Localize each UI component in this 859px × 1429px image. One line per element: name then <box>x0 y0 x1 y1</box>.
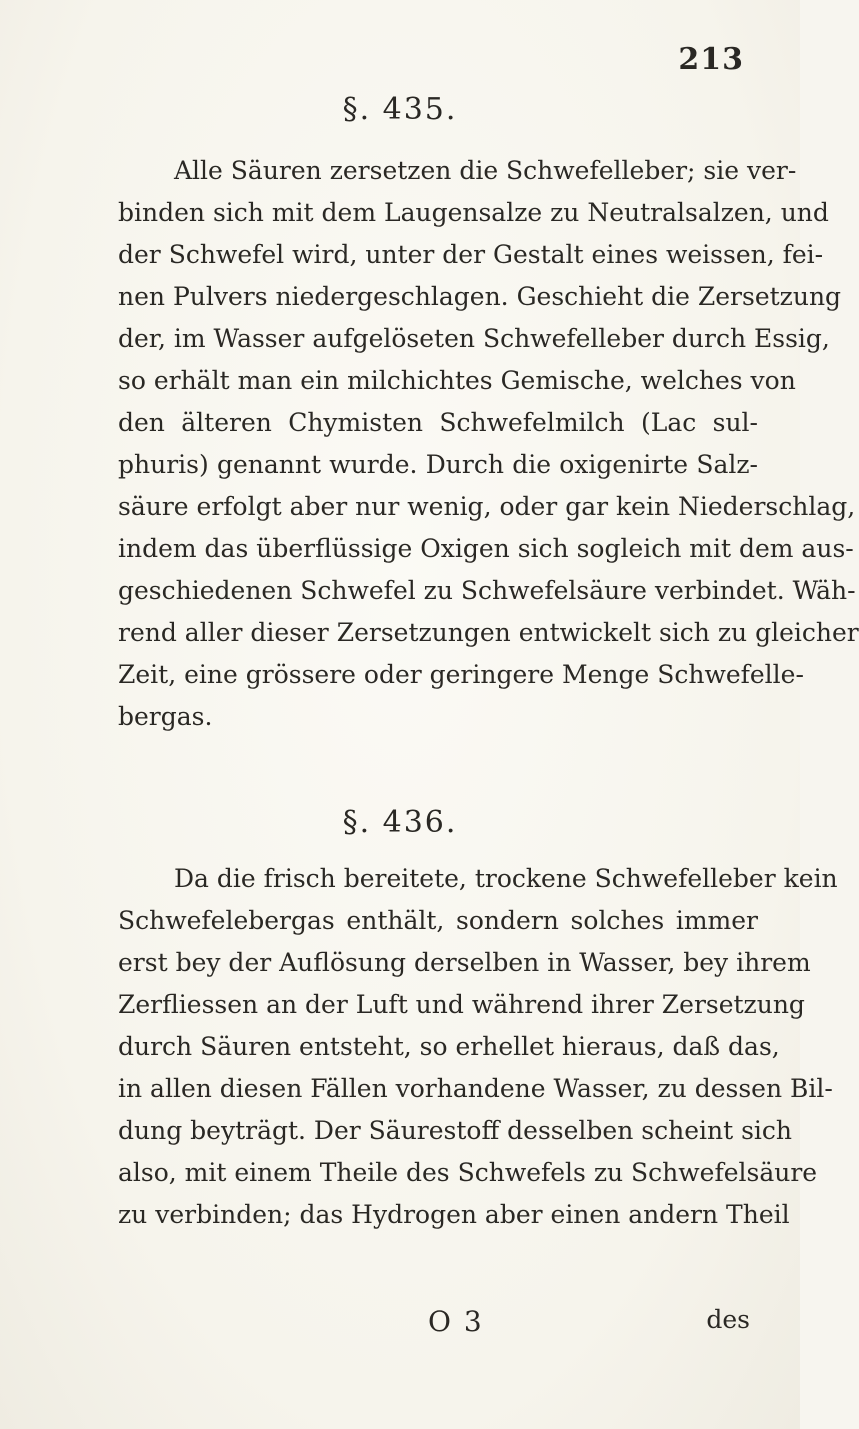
page-number: 213 <box>678 42 744 77</box>
text-line: säure erfolgt aber nur wenig, oder gar kein Niederschlag, <box>118 492 856 521</box>
section-heading: §. 436. <box>342 805 458 840</box>
section-heading: §. 435. <box>342 92 458 127</box>
text-line: durch Säuren entsteht, so erhellet hieraus, daß das, <box>118 1032 780 1061</box>
paragraph <box>118 150 859 738</box>
text-line: bergas. <box>118 702 213 731</box>
text-line: der Schwefel wird, unter der Gestalt eines weissen, fei- <box>118 240 824 269</box>
page-footer <box>0 1305 800 1349</box>
text-line: Zeit, eine grössere oder geringere Menge Schwefelle- <box>118 660 804 689</box>
catchword: des <box>706 1305 750 1334</box>
text-line: Da die frisch bereitete, trockene Schwefelleber kein <box>174 864 838 893</box>
text-line: Alle Säuren zersetzen die Schwefelleber; sie ver- <box>174 156 797 185</box>
text-line: binden sich mit dem Laugensalze zu Neutralsalzen, und <box>118 198 829 227</box>
text-line: also, mit einem Theile des Schwefels zu Schwefelsäure <box>118 1158 818 1187</box>
text-line: geschiedenen Schwefel zu Schwefelsäure verbindet. Wäh- <box>118 576 856 605</box>
paragraph <box>118 858 838 1236</box>
text-line: Zerfliessen an der Luft und während ihrer Zersetzung <box>118 990 805 1019</box>
text-line: erst bey der Auflösung derselben in Wasser, bey ihrem <box>118 948 811 977</box>
text-line: rend aller dieser Zersetzungen entwickelt sich zu gleicher <box>118 618 859 647</box>
text-line: phuris) genannt wurde. Durch die oxigenirte Salz- <box>118 450 758 479</box>
text-line: zu verbinden; das Hydrogen aber einen andern Theil <box>118 1200 790 1229</box>
text-line: der, im Wasser aufgelöseten Schwefelleber durch Essig, <box>118 324 830 353</box>
text-line: so erhält man ein milchichtes Gemische, welches von <box>118 366 796 395</box>
text-line: indem das überflüssige Oxigen sich sogleich mit dem aus- <box>118 534 854 563</box>
text-line: in allen diesen Fällen vorhandene Wasser, zu dessen Bil- <box>118 1074 833 1103</box>
text-line: den älteren Chymisten Schwefelmilch (Lac sul- <box>118 408 758 437</box>
text-line: Schwefelebergas enthält, sondern solches immer <box>118 906 758 935</box>
text-line: nen Pulvers niedergeschlagen. Geschieht die Zersetzung <box>118 282 842 311</box>
text-line: dung beyträgt. Der Säurestoff desselben scheint sich <box>118 1116 793 1145</box>
printer-signature: O 3 <box>428 1305 484 1338</box>
